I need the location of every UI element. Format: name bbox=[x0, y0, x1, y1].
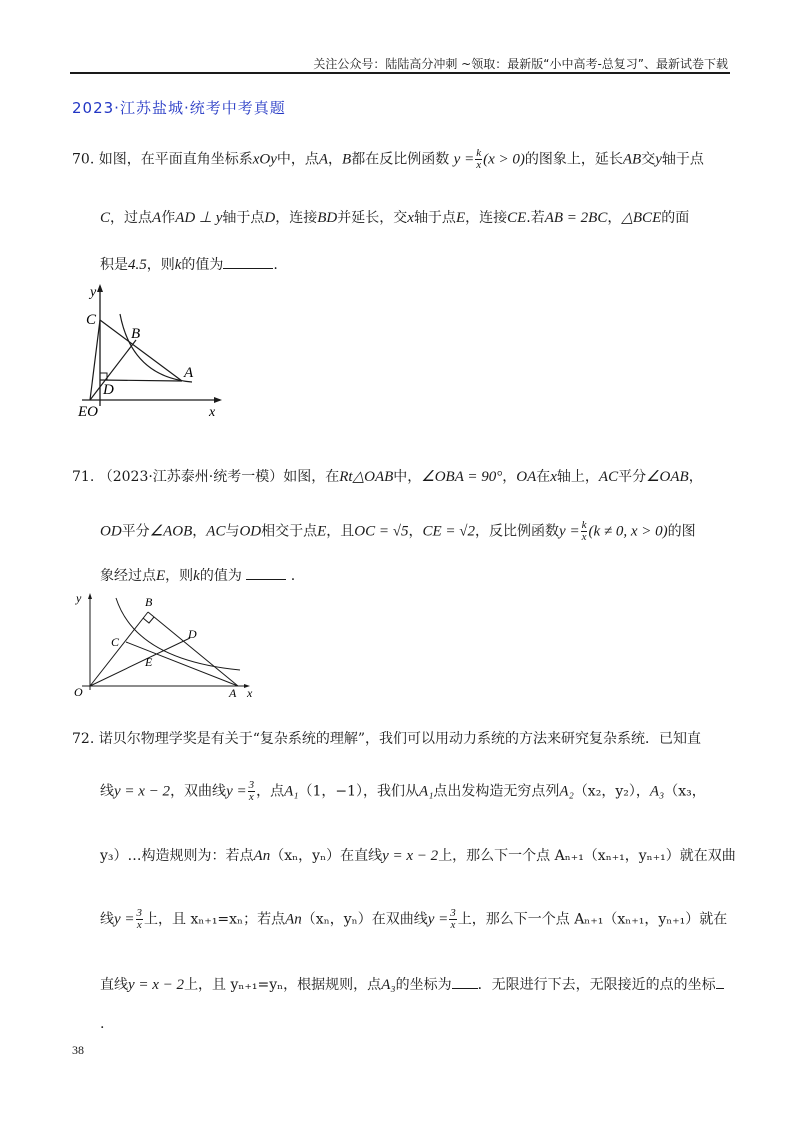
label-B: B bbox=[145, 595, 153, 609]
q72-line-6: . bbox=[100, 1016, 105, 1032]
label-D: D bbox=[103, 382, 114, 398]
line-OB bbox=[90, 612, 148, 686]
q72-line-4: 线y = $\frac{3}{x}$ 上，且 xₙ₊₁=xₙ；若点An（xₙ，yₙ）在双曲线y = $\frac{3}{x}$ 上，那么下一个点 Aₙ₊₁（xₙ₊₁，yₙ₊₁）就在 bbox=[100, 907, 728, 931]
q70-answer-blank bbox=[223, 255, 273, 269]
q71-number: 71. bbox=[72, 469, 95, 485]
q72-hyperbola-fraction-3: $\frac{3}{x}$ bbox=[450, 907, 456, 931]
label-EO: EO bbox=[78, 404, 98, 420]
label-y: y bbox=[76, 591, 82, 605]
q72-answer-blank-1 bbox=[452, 975, 478, 989]
q71-func-fraction: $\frac{k}{x}$ bbox=[581, 519, 587, 543]
label-B: B bbox=[131, 326, 141, 342]
y-axis-arrow bbox=[97, 284, 103, 292]
q71-line-2: OD平分∠AOB，AC与OD相交于点E，且OC = √5，CE = √2，反比例函数y = $\frac{k}{x}$ (k ≠ 0, x > 0)的图 bbox=[100, 519, 696, 543]
label-C: C bbox=[86, 312, 97, 328]
line-OD bbox=[90, 638, 190, 686]
q72-line-3: y₃）…构造规则为：若点An（xₙ，yₙ）在直线y = x − 2上，那么下一个点 Aₙ₊₁（xₙ₊₁，yₙ₊₁）就在双曲 bbox=[100, 848, 736, 864]
q70-func-fraction: $\frac{k}{x}$ bbox=[476, 147, 482, 171]
y-axis-arrow bbox=[88, 593, 92, 599]
q72-hyperbola-fraction-2: $\frac{3}{x}$ bbox=[136, 907, 143, 931]
q71-line-1: 71. （2023·江苏泰州·统考一模）如图，在Rt△OAB中，∠OBA = 90°，OA在x轴上，AC平分∠OAB， bbox=[72, 469, 703, 485]
q70-figure bbox=[72, 282, 232, 422]
q72-line-1: 72. 诺贝尔物理学奖是有关于“复杂系统的理解”，我们可以用动力系统的方法来研究复杂系统．已知直 bbox=[72, 731, 702, 747]
hyperbola-curve bbox=[120, 314, 192, 382]
q70-line-3: 积是4.5，则k的值为 . bbox=[100, 257, 278, 273]
label-D: D bbox=[188, 627, 197, 641]
q70-line-1: 70. 如图，在平面直角坐标系xOy中，点A，B都在反比例函数 y = $\frac{k}{x}$ (x > 0)的图象上，延长AB交y轴于点 bbox=[72, 147, 704, 171]
right-angle-mark bbox=[143, 617, 154, 623]
q70-number: 70. bbox=[72, 151, 95, 168]
header-text: 关注公众号：陆陆高分冲刺 ~领取：最新版“小中高考-总复习”、最新试卷下载 bbox=[313, 57, 728, 71]
q72-line-5: 直线y = x − 2上，且 yₙ₊₁=yₙ，根据规则，点A₃的坐标为 ．无限进行下去，无限接近的点的坐标 bbox=[100, 974, 724, 994]
q71-line-3: 象经过点E，则k的值为 . bbox=[100, 568, 296, 584]
q72-line-2: 线y = x − 2，双曲线y = $\frac{3}{x}$ ，点A₁（1，−1），我们从A₁点出发构造无穷点列A₂（x₂，y₂），A₃（x₃， bbox=[100, 779, 706, 803]
label-x: x bbox=[209, 405, 216, 420]
page-number: 38 bbox=[72, 1043, 84, 1057]
q72-answer-blank-2 bbox=[716, 975, 724, 989]
label-E: E bbox=[145, 655, 153, 669]
q71-figure bbox=[72, 590, 262, 702]
label-A: A bbox=[184, 365, 194, 381]
q71-answer-blank bbox=[246, 566, 286, 580]
line-CA bbox=[126, 642, 238, 686]
page-header bbox=[70, 52, 730, 74]
label-C: C bbox=[111, 635, 120, 649]
q72-number: 72. bbox=[72, 731, 95, 747]
x-axis-arrow bbox=[214, 397, 222, 403]
hyperbola-curve bbox=[116, 598, 240, 670]
label-O: O bbox=[74, 685, 83, 699]
label-x: x bbox=[247, 686, 253, 700]
section-title: 2023·江苏盐城·统考中考真题 bbox=[72, 99, 286, 117]
q72-hyperbola-fraction: $\frac{3}{x}$ bbox=[248, 779, 255, 803]
q70-line-2: C，过点A作AD ⊥ y轴于点D，连接BD并延长，交x轴于点E，连接CE.若AB = 2BC，△BCE的面 bbox=[100, 210, 690, 226]
label-A: A bbox=[229, 686, 237, 700]
line-DA bbox=[100, 380, 182, 381]
label-y: y bbox=[90, 285, 97, 300]
